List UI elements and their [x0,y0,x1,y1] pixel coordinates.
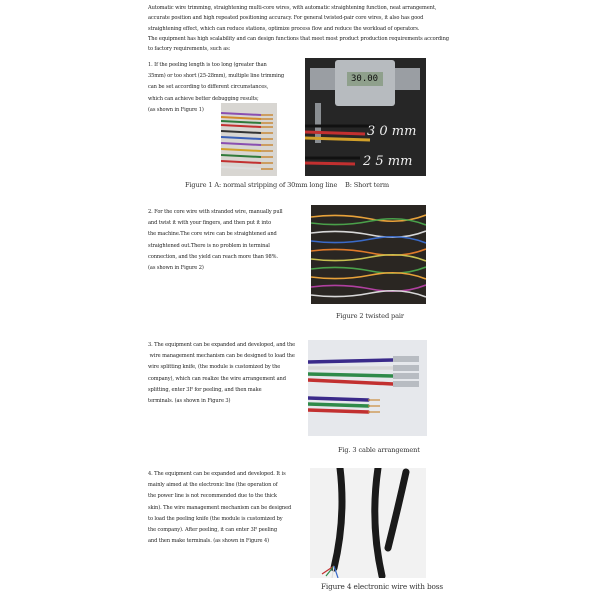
section-1-text: 1. If the peeling length is too long (greater than 35mm) or too short (25-28mm), multiple line trimming can be set according to different circumstances, which can achieve better debugging results; (as shown in Figure 1) [148,62,285,113]
figure-2-caption: Figure 2 twisted pair [336,312,404,320]
figure-1a-caption: Figure 1 A: normal stripping of 30mm long line [185,181,338,189]
figure-3-caption: Fig. 3 cable arrangement [338,446,420,454]
figure-2-photo [311,205,426,304]
intro-paragraph: Automatic wire trimming, straightening multi-core wires, with automatic straightening function, neat arrangement, accurate position and high repeated positioning accuracy. For general twisted-pair core wires, it also has good straightening effect, which can reduce stations, optimize process flow and reduce the workload of operators. The equipment has high scalability and can design functions that meet most product production requirements according to factory requirements, such as: [148,5,449,53]
section-4-text: 4. The equipment can be expanded and developed. It is mainly aimed at the electronic line (the operation of the power line is not recommended due to the thick skin). The wire management mechanism can be designed to load the peeling knife (the module is customized by the company). After peeling, it can enter 3F peeling and then make terminals. (as shown in Figure 4) [148,471,292,545]
figure-3-photo [308,340,427,436]
figure-1b-caption: B: Short term [345,181,390,189]
figure-1a-photo [221,103,277,176]
label-25mm: 2 5 mm [363,154,413,169]
figure-1b-photo [305,58,426,176]
section-2-text: 2. For the core wire with stranded wire, manually pull and twist it with your fingers, and then put it into the machine.The core wire can be straightened and straightened out.There is no problem in terminal connection, and the yield can reach more than 98%. (as shown in Figure 2) [148,209,283,272]
caliper-readout: 30.00 [351,74,379,84]
figure-4-caption: Figure 4 electronic wire with boss [321,582,443,591]
section-3-text: 3. The equipment can be expanded and developed, and the wire management mechanism can be designed to load the wire splitting knife, (the module is customized by the company), which can realize the wire arrangement and splitting, enter 3F for peeling, and then make terminals. (as shown in Figure 3) [148,342,296,405]
figure-4-photo [310,468,426,578]
label-30mm: 3 0 mm [367,124,417,139]
